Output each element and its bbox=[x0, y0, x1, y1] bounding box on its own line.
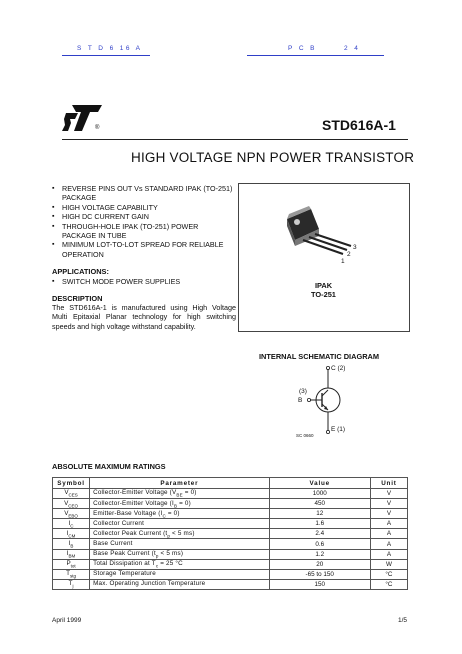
footer-page: 1/5 bbox=[398, 617, 408, 624]
col-symbol: Symbol bbox=[53, 478, 90, 489]
value-cell: 1000 bbox=[269, 489, 370, 499]
table-row bbox=[53, 569, 408, 579]
table-row bbox=[53, 529, 408, 539]
parameter-sub: c bbox=[155, 563, 159, 569]
symbol-sub: CEO bbox=[68, 502, 79, 508]
parameter-text: Collector Peak Current (t bbox=[93, 529, 168, 537]
col-unit: Unit bbox=[370, 478, 407, 489]
col-parameter: Parameter bbox=[90, 478, 270, 489]
pin-label-2: 2 bbox=[347, 251, 351, 258]
symbol-sub: CM bbox=[68, 533, 76, 539]
feature-item: ▪ MINIMUM LOT-TO-LOT SPREAD FOR RELIABLE OPERATION bbox=[52, 240, 234, 259]
feature-item: ▪ THROUGH-HOLE IPAK (TO-251) POWER PACKAGE IN TUBE bbox=[52, 222, 234, 241]
unit-cell: A bbox=[370, 529, 407, 539]
parameter-end: = 25 °C bbox=[158, 560, 183, 568]
unit-cell: A bbox=[370, 519, 407, 529]
value-cell: 12 bbox=[269, 509, 370, 519]
registered-mark: ® bbox=[95, 125, 100, 131]
symbol-cell bbox=[53, 559, 90, 569]
feature-item: ▪ HIGH DC CURRENT GAIN bbox=[52, 212, 234, 221]
symbol-main: I bbox=[66, 529, 69, 537]
unit-cell: W bbox=[370, 559, 407, 569]
schematic-collector-label: C (2) bbox=[331, 365, 346, 372]
header-pcb-label: P C B bbox=[288, 45, 317, 52]
symbol-cell bbox=[53, 549, 90, 559]
symbol-main: T bbox=[68, 580, 73, 588]
parameter-cell bbox=[90, 489, 270, 499]
parameter-cell bbox=[90, 499, 270, 509]
applications-list bbox=[52, 277, 234, 286]
value-cell: 450 bbox=[269, 499, 370, 509]
symbol-cell bbox=[53, 519, 90, 529]
symbol-cell bbox=[53, 539, 90, 549]
symbol-cell bbox=[53, 529, 90, 539]
symbol-cell bbox=[53, 569, 90, 579]
parameter-end: < 5 ms) bbox=[170, 529, 195, 537]
header-underline-left bbox=[62, 55, 150, 56]
page-title: HIGH VOLTAGE NPN POWER TRANSISTOR bbox=[131, 150, 415, 165]
parameter-text: Base Peak Current (t bbox=[93, 549, 156, 557]
part-number: STD616A-1 bbox=[322, 117, 396, 133]
symbol-main: I bbox=[66, 549, 69, 557]
package-box bbox=[238, 183, 410, 332]
description-text: The STD616A-1 is manufactured using High Voltage Multi Epitaxial Planar technology for high switching speeds and high voltage withstand capability. bbox=[52, 303, 236, 331]
parameter-cell bbox=[90, 539, 270, 549]
value-cell: 150 bbox=[269, 579, 370, 589]
parameter-cell bbox=[90, 509, 270, 519]
unit-cell: V bbox=[370, 509, 407, 519]
feature-item: ▪ REVERSE PINS OUT Vs STANDARD IPAK (TO-251) PACKAGE bbox=[52, 184, 234, 203]
parameter-cell bbox=[90, 579, 270, 589]
schematic-base-label: B bbox=[298, 397, 303, 404]
schematic-diagram bbox=[278, 363, 378, 443]
parameter-sub: BE bbox=[176, 492, 183, 498]
feature-list bbox=[52, 184, 234, 259]
schematic-title: INTERNAL SCHEMATIC DIAGRAM bbox=[259, 352, 380, 361]
col-value: Value bbox=[269, 478, 370, 489]
value-cell: 20 bbox=[269, 559, 370, 569]
symbol-sub: B bbox=[70, 543, 74, 549]
symbol-cell bbox=[53, 489, 90, 499]
parameter-cell bbox=[90, 559, 270, 569]
parameter-sub: p bbox=[155, 553, 159, 559]
schematic-base-pin: (3) bbox=[299, 388, 307, 395]
unit-cell: V bbox=[370, 499, 407, 509]
parameter-end: = 0) bbox=[165, 509, 180, 517]
value-cell: 1.6 bbox=[269, 519, 370, 529]
parameter-cell bbox=[90, 529, 270, 539]
parameter-text: Storage Temperature bbox=[93, 570, 156, 578]
parameter-end: = 0) bbox=[177, 499, 191, 507]
ratings-table bbox=[52, 477, 408, 590]
symbol-sub: stg bbox=[69, 573, 76, 579]
table-row bbox=[53, 539, 408, 549]
parameter-text: Collector Current bbox=[93, 519, 145, 527]
header-doc-ref: S T D 6 16 A bbox=[77, 45, 143, 52]
applications-heading: APPLICATIONS: bbox=[52, 267, 109, 276]
pin-label-1: 1 bbox=[341, 258, 345, 265]
ipak-package-drawing bbox=[239, 184, 409, 284]
symbol-cell bbox=[53, 499, 90, 509]
parameter-sub: B bbox=[173, 502, 178, 508]
schematic-ref: SC 0660 bbox=[296, 433, 314, 438]
symbol-main: V bbox=[64, 489, 69, 497]
ratings-heading: ABSOLUTE MAXIMUM RATINGS bbox=[52, 462, 166, 471]
parameter-end: < 5 ms) bbox=[158, 549, 184, 557]
package-name: IPAK bbox=[315, 281, 333, 290]
symbol-sub: C bbox=[70, 522, 74, 528]
unit-cell: A bbox=[370, 549, 407, 559]
value-cell: 2.4 bbox=[269, 529, 370, 539]
table-row bbox=[53, 559, 408, 569]
value-cell: 1.2 bbox=[269, 549, 370, 559]
parameter-text: Total Dissipation at T bbox=[93, 560, 156, 568]
application-item: ▪ SWITCH MODE POWER SUPPLIES bbox=[52, 277, 234, 286]
table-row bbox=[53, 579, 408, 589]
unit-cell: A bbox=[370, 539, 407, 549]
unit-cell: °C bbox=[370, 579, 407, 589]
footer-date: April 1999 bbox=[52, 617, 82, 624]
symbol-main: V bbox=[64, 499, 69, 507]
symbol-main: I bbox=[68, 539, 71, 547]
table-row bbox=[53, 519, 408, 529]
parameter-end: = 0) bbox=[182, 489, 197, 497]
symbol-cell bbox=[53, 579, 90, 589]
pin-label-3: 3 bbox=[353, 244, 357, 251]
package-code: TO-251 bbox=[311, 290, 336, 299]
symbol-sub: tot bbox=[70, 563, 76, 569]
parameter-sub: C bbox=[162, 512, 166, 518]
parameter-sub: p bbox=[167, 533, 171, 539]
schematic-emitter-label: E (1) bbox=[331, 426, 346, 433]
symbol-main: I bbox=[68, 519, 71, 527]
parameter-text: Collector-Emitter Voltage (V bbox=[93, 489, 177, 497]
parameter-text: Emitter-Base Voltage (I bbox=[93, 509, 163, 517]
parameter-cell bbox=[90, 549, 270, 559]
symbol-cell bbox=[53, 509, 90, 519]
symbol-main: T bbox=[66, 570, 70, 578]
symbol-sub: EBO bbox=[68, 512, 78, 518]
symbol-main: P bbox=[66, 560, 71, 568]
table-header-row bbox=[53, 478, 408, 489]
symbol-main: V bbox=[64, 509, 69, 517]
table-row bbox=[53, 509, 408, 519]
parameter-cell bbox=[90, 569, 270, 579]
unit-cell: V bbox=[370, 489, 407, 499]
table-row bbox=[53, 549, 408, 559]
value-cell: 0.6 bbox=[269, 539, 370, 549]
symbol-sub: CES bbox=[68, 492, 78, 498]
header-underline-right bbox=[247, 55, 384, 56]
description-heading: DESCRIPTION bbox=[52, 294, 103, 303]
table-row bbox=[53, 499, 408, 509]
table-row bbox=[53, 489, 408, 499]
parameter-cell bbox=[90, 519, 270, 529]
parameter-text: Collector-Emitter Voltage (I bbox=[93, 499, 174, 507]
header-rule bbox=[62, 139, 408, 140]
symbol-sub: j bbox=[72, 583, 74, 589]
symbol-sub: BM bbox=[68, 553, 76, 559]
value-cell: -65 to 150 bbox=[269, 569, 370, 579]
parameter-text: Max. Operating Junction Temperature bbox=[93, 580, 206, 588]
parameter-text: Base Current bbox=[93, 539, 133, 547]
header-pcb-number: 2 4 bbox=[344, 45, 361, 52]
unit-cell: °C bbox=[370, 569, 407, 579]
feature-item: ▪ HIGH VOLTAGE CAPABILITY bbox=[52, 203, 234, 212]
